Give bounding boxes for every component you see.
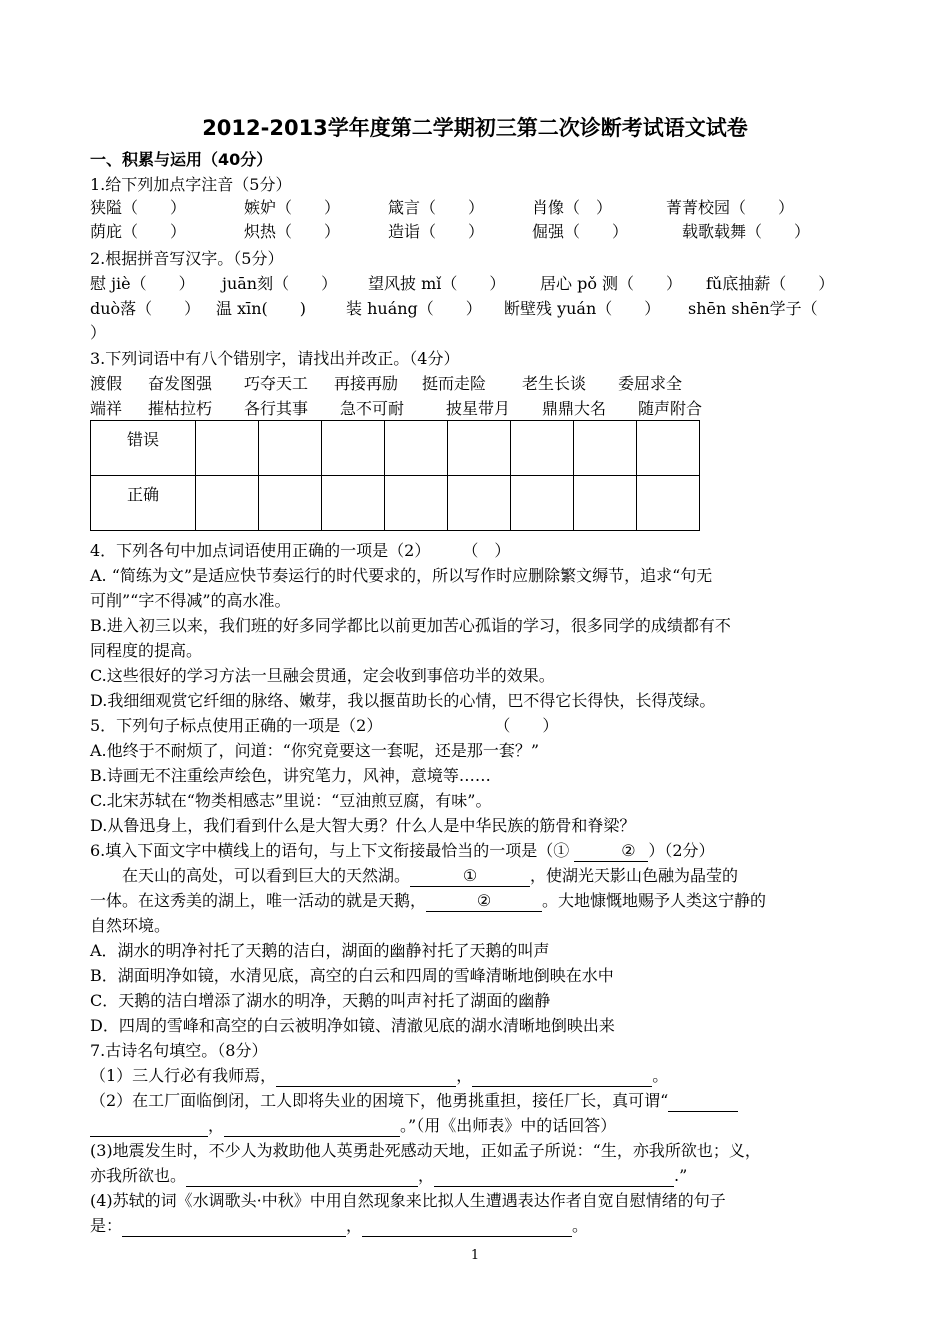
q6-passage-line2 (90, 891, 766, 912)
q7-text: 。 (652, 1066, 669, 1085)
q3-word: 再接再励 (334, 374, 399, 393)
q3-word: 渡假 (90, 374, 123, 393)
q5-stem: 5．下列句子标点使用正确的一项是（2） （ ） (90, 716, 559, 735)
q2-item: shēn shēn学子（ (688, 299, 818, 318)
q7-item-2-cont (90, 1116, 616, 1137)
answer-cell[interactable] (637, 421, 700, 476)
answer-blank[interactable] (668, 1091, 738, 1112)
answer-cell[interactable] (574, 476, 637, 531)
answer-blank[interactable] (224, 1116, 400, 1137)
q6-passage-blank-1[interactable]: ① (410, 866, 530, 887)
page-number: 1 (470, 1248, 480, 1263)
q4-option-b: B.进入初三以来，我们班的好多同学都比以前更加苦心孤诣的学习，很多同学的成绩都有不 (90, 616, 731, 635)
q3-word: 挺而走险 (422, 374, 487, 393)
q3-word: 巧夺天工 (244, 374, 309, 393)
q6-blank-1[interactable] (574, 841, 608, 862)
q7-item-3: (3)地震发生时，不少人为救助他人英勇赴死感动天地，正如孟子所说：“生，亦我所欲也；义， (90, 1141, 761, 1160)
q5-option-a: A.他终于不耐烦了，问道：“你究竟要这一套呢，还是那一套？” (90, 741, 540, 760)
answer-blank[interactable] (276, 1066, 456, 1087)
answer-cell[interactable] (196, 476, 259, 531)
table-row (91, 421, 700, 476)
q3-word: 各行其事 (244, 399, 309, 418)
q6-passage-text: 在天山的高处，可以看到巨大的天然湖。 (90, 866, 411, 885)
q7-stem: 7.古诗名句填空。（8分） (90, 1041, 268, 1060)
answer-blank[interactable] (362, 1216, 572, 1237)
q6-option-b: B．湖面明净如镜，水清见底，高空的白云和四周的雪峰清晰地倒映在水中 (90, 966, 614, 985)
q6-blank-2[interactable]: ② (608, 841, 648, 862)
q5-option-c: C.北宋苏轼在“物类相感志”里说：“豆油煎豆腐，有味”。 (90, 791, 492, 810)
answer-blank[interactable] (434, 1166, 674, 1187)
answer-cell[interactable] (322, 421, 385, 476)
q7-text: 。 (572, 1216, 589, 1235)
q6-option-a: A．湖水的明净衬托了天鹅的洁白，湖面的幽静衬托了天鹅的叫声 (90, 941, 550, 960)
q2-row3: ） (90, 323, 107, 342)
q4-option-a: A. “简练为文”是适应快节奏运行的时代要求的，所以写作时应删除繁文缛节，追求“句无 (90, 566, 713, 585)
q4-option-d: D.我细细观赏它纤细的脉络、嫩芽，我以揠苗助长的心情，巴不得它长得快，长得茂绿。 (90, 691, 716, 710)
q6-stem-text: 6.填入下面文字中横线上的语句，与上下文衔接最恰当的一项是（① (90, 841, 570, 860)
q6-option-c: C．天鹅的洁白增添了湖水的明净，天鹅的叫声衬托了湖面的幽静 (90, 991, 551, 1010)
answer-cell[interactable] (196, 421, 259, 476)
q3-word: 鼎鼎大名 (542, 399, 607, 418)
q1-item: 炽热（ ） (244, 222, 341, 241)
answer-cell[interactable] (385, 421, 448, 476)
q2-item: 居心 pǒ 测（ ） (540, 274, 683, 293)
q6-passage-line1 (90, 866, 738, 887)
q2-item: 断壁残 yuán（ ） (504, 299, 661, 318)
q4-stem: 4．下列各句中加点词语使用正确的一项是（2） （ ） (90, 541, 511, 560)
q7-item-3-cont (90, 1166, 687, 1187)
q7-text: .” (674, 1166, 688, 1185)
q6-passage-blank-2[interactable]: ② (426, 891, 542, 912)
q3-word: 披星带月 (446, 399, 511, 418)
q7-text: 亦我所欲也。 (90, 1166, 187, 1185)
q7-text: 是： (90, 1216, 123, 1235)
answer-cell[interactable] (448, 421, 511, 476)
answer-cell[interactable] (259, 421, 322, 476)
q2-item: fǔ底抽薪（ ） (706, 274, 835, 293)
answer-cell[interactable] (385, 476, 448, 531)
q6-passage-line3: 自然环境。 (90, 916, 171, 935)
q2-item: 装 huáng（ ） (346, 299, 482, 318)
answer-blank[interactable] (472, 1066, 652, 1087)
q1-item: 箴言（ ） (388, 198, 485, 217)
q4-option-a-cont: 可削”“字不得减”的高水准。 (90, 591, 291, 610)
q1-item: 造诣（ ） (388, 222, 485, 241)
q3-word: 随声附合 (638, 399, 703, 418)
q6-stem (90, 841, 715, 862)
answer-cell[interactable] (511, 421, 574, 476)
exam-title: 2012-2013学年度第二学期初三第二次诊断考试语文试卷 (202, 116, 748, 140)
q7-text: ， (456, 1066, 473, 1085)
q1-item: 载歌载舞（ ） (682, 222, 811, 241)
answer-cell[interactable] (511, 476, 574, 531)
table-row (91, 476, 700, 531)
q1-item: 狭隘（ ） (90, 198, 187, 217)
q3-word: 委屈求全 (618, 374, 683, 393)
q1-item: 肖像（ ） (532, 198, 613, 217)
q2-item: 慰 jiè（ ） (90, 274, 195, 293)
q3-word: 奋发图强 (148, 374, 213, 393)
q1-item: 嫉妒（ ） (244, 198, 341, 217)
q3-word: 端祥 (90, 399, 123, 418)
section-heading: 一、积累与运用（40分） (90, 150, 273, 169)
q7-text: 。”（用《出师表》中的话回答） (400, 1116, 617, 1135)
q7-item-4: (4)苏轼的词《水调歌头·中秋》中用自然现象来比拟人生遭遇表达作者自宽自慰情绪的句子 (90, 1191, 726, 1210)
q7-item-2 (90, 1091, 738, 1112)
q5-option-d: D.从鲁迅身上，我们看到什么是大智大勇？什么人是中华民族的筋骨和脊梁？ (90, 816, 636, 835)
answer-cell[interactable] (637, 476, 700, 531)
q2-item: juān刻（ ） (222, 274, 338, 293)
q7-text: （1）三人行必有我师焉， (90, 1066, 277, 1085)
q1-item: 倔强（ ） (532, 222, 629, 241)
q2-item: 望风披 mǐ（ ） (368, 274, 506, 293)
q6-passage-text: ，使湖光天影山色融为晶莹的 (530, 866, 739, 885)
q7-text: ， (418, 1166, 435, 1185)
q7-item-4-cont (90, 1216, 588, 1237)
table-header-correct: 正确 (91, 476, 196, 531)
q6-passage-text: 。大地慷慨地赐予人类这宁静的 (542, 891, 767, 910)
answer-cell[interactable] (259, 476, 322, 531)
q3-word: 急不可耐 (340, 399, 405, 418)
q2-stem: 2.根据拼音写汉字。（5分） (90, 249, 284, 268)
answer-cell[interactable] (322, 476, 385, 531)
q7-text: ， (208, 1116, 225, 1135)
q2-item: duò落（ ） (90, 299, 201, 318)
q6-passage-text: 一体。在这秀美的湖上，唯一活动的就是天鹅， (90, 891, 427, 910)
q1-item: 菁菁校园（ ） (666, 198, 795, 217)
q6-stem-end: ）（2分） (648, 841, 715, 860)
q2-item: 温 xīn( ) (216, 299, 307, 318)
q1-item: 荫庇（ ） (90, 222, 187, 241)
q3-stem: 3.下列词语中有八个错别字，请找出并改正。（4分） (90, 349, 460, 368)
q7-item-1 (90, 1066, 668, 1087)
answer-cell[interactable] (448, 476, 511, 531)
q5-option-b: B.诗画无不注重绘声绘色，讲究笔力，风神，意境等…… (90, 766, 491, 785)
q7-text: ， (346, 1216, 363, 1235)
answer-blank[interactable] (186, 1166, 418, 1187)
q4-option-b-cont: 同程度的提高。 (90, 641, 203, 660)
q4-option-c: C.这些很好的学习方法一旦融会贯通，定会收到事倍功半的效果。 (90, 666, 555, 685)
answer-cell[interactable] (574, 421, 637, 476)
answer-blank[interactable] (122, 1216, 346, 1237)
q3-word: 老生长谈 (522, 374, 587, 393)
answer-blank[interactable] (90, 1116, 208, 1137)
table-header-wrong: 错误 (91, 421, 196, 476)
q1-stem: 1.给下列加点字注音（5分） (90, 175, 292, 194)
q7-text: （2）在工厂面临倒闭，工人即将失业的困境下，他勇挑重担，接任厂长，真可谓“ (90, 1091, 669, 1110)
q3-word: 摧枯拉朽 (148, 399, 213, 418)
correction-table (90, 420, 700, 531)
q6-option-d: D．四周的雪峰和高空的白云被明净如镜、清澈见底的湖水清晰地倒映出来 (90, 1016, 615, 1035)
